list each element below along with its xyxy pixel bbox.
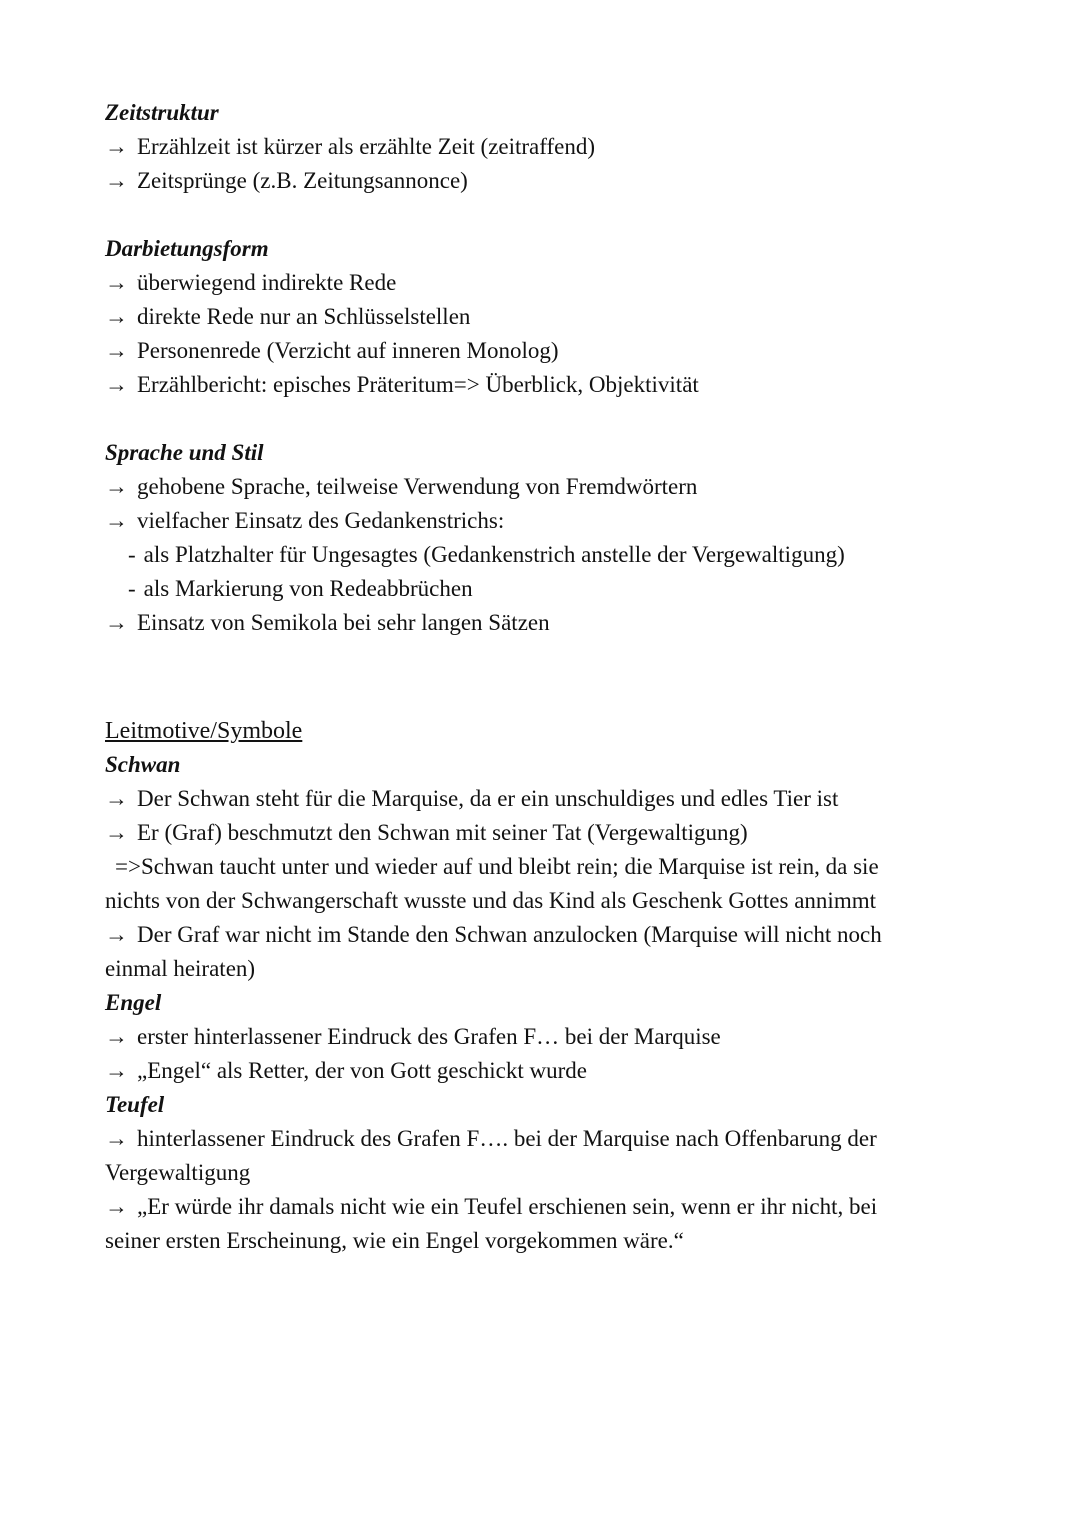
- dash-bullet-icon: -: [128, 576, 136, 601]
- note-subline: [105, 538, 915, 572]
- subsection-engel: [105, 986, 915, 1088]
- note-line: [105, 266, 915, 300]
- arrow-bullet-icon: →: [105, 1024, 128, 1049]
- implies-marker-icon: =>: [115, 854, 141, 879]
- note-text: „Engel“ als Retter, der von Gott geschickt wurde: [137, 1058, 587, 1083]
- note-text: Er (Graf) beschmutzt den Schwan mit seiner Tat (Vergewaltigung): [137, 820, 748, 845]
- arrow-bullet-icon: →: [105, 270, 128, 295]
- arrow-bullet-icon: →: [105, 304, 128, 329]
- section-darbietungsform: [105, 232, 915, 402]
- section-heading-zeitstruktur: Zeitstruktur: [105, 100, 219, 125]
- note-text: überwiegend indirekte Rede: [137, 270, 397, 295]
- note-text: Einsatz von Semikola bei sehr langen Sätzen: [137, 610, 550, 635]
- note-line: [105, 470, 915, 504]
- section-zeitstruktur: [105, 96, 915, 198]
- note-text: als Platzhalter für Ungesagtes (Gedankenstrich anstelle der Vergewaltigung): [143, 542, 845, 567]
- section-sprache-und-stil: [105, 436, 915, 640]
- note-line: [105, 368, 915, 402]
- arrow-bullet-icon: →: [105, 1058, 128, 1083]
- note-text: Zeitsprünge (z.B. Zeitungsannonce): [137, 168, 468, 193]
- note-text: vielfacher Einsatz des Gedankenstrichs:: [137, 508, 505, 533]
- note-subline: [105, 572, 915, 606]
- note-text: direkte Rede nur an Schlüsselstellen: [137, 304, 471, 329]
- arrow-bullet-icon: →: [105, 474, 128, 499]
- note-text: Der Graf war nicht im Stande den Schwan anzulocken (Marquise will nicht noch einmal heiraten): [105, 922, 882, 981]
- arrow-bullet-icon: →: [105, 372, 128, 397]
- arrow-bullet-icon: →: [105, 1194, 128, 1219]
- subsection-teufel: [105, 1088, 915, 1258]
- note-text: Schwan taucht unter und wieder auf und bleibt rein; die Marquise ist rein, da sie nichts von der Schwangerschaft wusste und das Kind als Geschenk Gottes annimmt: [105, 854, 879, 913]
- note-text: „Er würde ihr damals nicht wie ein Teufel erschienen sein, wenn er ihr nicht, bei seiner ersten Erscheinung, wie ein Engel vorgekommen wäre.“: [105, 1194, 878, 1253]
- page-content: [105, 96, 915, 1258]
- note-line: [105, 334, 915, 368]
- note-line: [105, 504, 915, 538]
- note-line: [105, 1122, 915, 1190]
- subsection-heading-teufel: Teufel: [105, 1092, 165, 1117]
- section-heading-darbietungsform: Darbietungsform: [105, 236, 269, 261]
- note-implication-line: [105, 850, 915, 918]
- note-text: Der Schwan steht für die Marquise, da er ein unschuldiges und edles Tier ist: [137, 786, 839, 811]
- note-line: [105, 918, 915, 986]
- section-heading-leitmotive-symbole: Leitmotive/Symbole: [105, 718, 303, 744]
- arrow-bullet-icon: →: [105, 922, 128, 947]
- note-text: als Markierung von Redeabbrüchen: [143, 576, 473, 601]
- note-line: [105, 1054, 915, 1088]
- note-text: hinterlassener Eindruck des Grafen F…. bei der Marquise nach Offenbarung der Vergewaltigung: [105, 1126, 877, 1185]
- subsection-schwan: [105, 748, 915, 986]
- note-text: Erzählbericht: episches Präteritum=> Überblick, Objektivität: [137, 372, 699, 397]
- arrow-bullet-icon: →: [105, 134, 128, 159]
- subsection-heading-schwan: Schwan: [105, 752, 181, 777]
- note-text: gehobene Sprache, teilweise Verwendung von Fremdwörtern: [137, 474, 698, 499]
- arrow-bullet-icon: →: [105, 786, 128, 811]
- note-text: erster hinterlassener Eindruck des Grafen F… bei der Marquise: [137, 1024, 721, 1049]
- subsection-heading-engel: Engel: [105, 990, 162, 1015]
- note-line: [105, 300, 915, 334]
- note-line: [105, 782, 915, 816]
- note-line: [105, 130, 915, 164]
- dash-bullet-icon: -: [128, 542, 136, 567]
- note-line: [105, 164, 915, 198]
- note-line: [105, 606, 915, 640]
- note-line: [105, 1190, 915, 1258]
- arrow-bullet-icon: →: [105, 820, 128, 845]
- arrow-bullet-icon: →: [105, 338, 128, 363]
- arrow-bullet-icon: →: [105, 508, 128, 533]
- note-line: [105, 1020, 915, 1054]
- section-heading-sprache-und-stil: Sprache und Stil: [105, 440, 264, 465]
- note-text: Erzählzeit ist kürzer als erzählte Zeit (zeitraffend): [137, 134, 596, 159]
- arrow-bullet-icon: →: [105, 1126, 128, 1151]
- note-line: [105, 816, 915, 850]
- arrow-bullet-icon: →: [105, 610, 128, 635]
- arrow-bullet-icon: →: [105, 168, 128, 193]
- section-leitmotive-symbole: [105, 714, 915, 1258]
- note-text: Personenrede (Verzicht auf inneren Monolog): [137, 338, 559, 363]
